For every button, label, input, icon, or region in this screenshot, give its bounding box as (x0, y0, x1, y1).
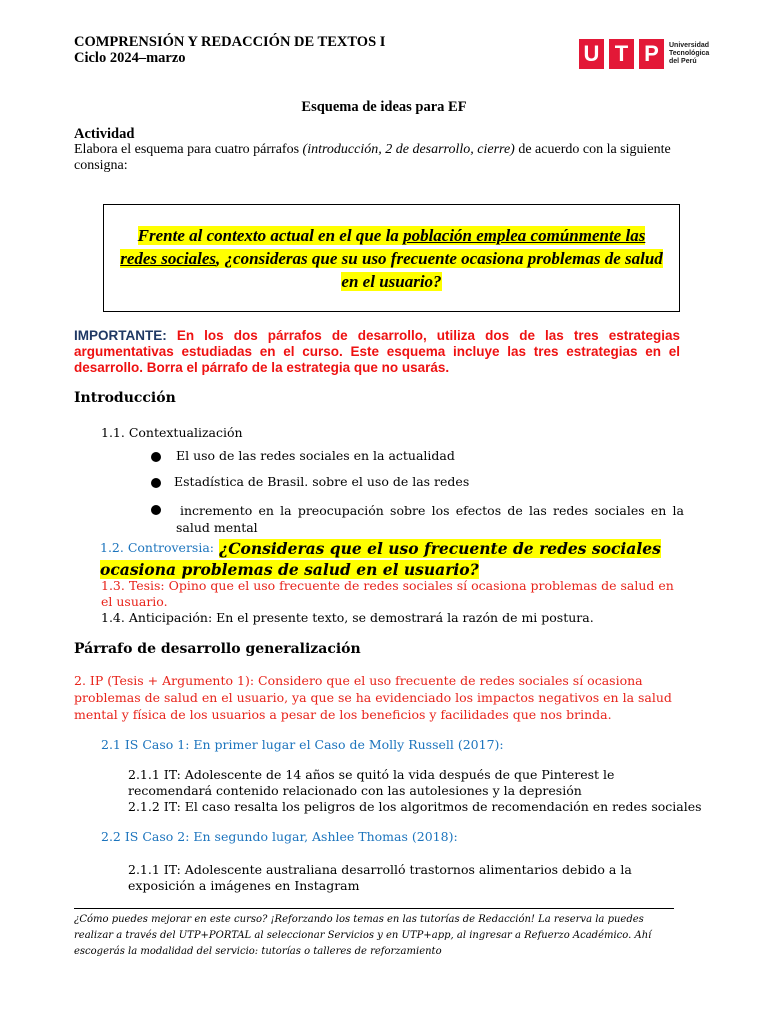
development-case-2: 2.2 IS Caso 2: En segundo lugar, Ashlee Thomas (2018): (101, 829, 458, 844)
development-ip: 2. IP (Tesis + Argumento 1): Considero que el uso frecuente de redes sociales sí ocasiona problemas de salud en el usuario, ya que se ha evidenciado los impactos negativos en la salud mental y física de los usuarios a pesar de los beneficios y facilidades que nos brinda. (74, 673, 672, 722)
document-title: Esquema de ideas para EF (301, 99, 467, 115)
bullet-icon (148, 502, 163, 517)
bullet-icon (148, 475, 163, 490)
important-note: IMPORTANTE: En los dos párrafos de desarrollo, utiliza dos de las tres estrategias argumentativas estudiadas en el curso. Este esquema incluye las tres estrategias en el desarrollo. Borra el párrafo de la estrategia que no usarás. (74, 328, 680, 375)
intro-bullet-3: incremento en la preocupación sobre los efectos de las redes sociales en la salud mental (176, 503, 684, 535)
case-1-it-1: 2.1.1 IT: Adolescente de 14 años se quitó la vida después de que Pinterest le recomendará contenido relacionado con las autolesiones y la depresión (128, 767, 615, 798)
intro-controversy: 1.2. Controversia: ¿Consideras que el uso frecuente de redes sociales ocasiona problemas de salud en el usuario? (100, 539, 661, 579)
development-case-1: 2.1 IS Caso 1: En primer lugar el Caso de Molly Russell (2017): (101, 737, 504, 752)
course-title: COMPRENSIÓN Y REDACCIÓN DE TEXTOS I (74, 34, 386, 50)
logo-letter-t: T (609, 39, 634, 69)
logo-letter-p: P (639, 39, 664, 69)
logo-letter-u: U (579, 39, 604, 69)
intro-contextualization: 1.1. Contextualización (101, 425, 243, 440)
consigna-box (103, 204, 680, 312)
development-heading: Párrafo de desarrollo generalización (74, 641, 361, 657)
activity-heading: Actividad (74, 126, 135, 142)
case-1-it-2: 2.1.2 IT: El caso resalta los peligros de los algoritmos de recomendación en redes sociales (128, 799, 702, 814)
course-cycle: Ciclo 2024–marzo (74, 50, 186, 66)
case-2-it-1: 2.1.1 IT: Adolescente australiana desarrolló trastornos alimentarios debido a la exposición a imágenes en Instagram (128, 862, 632, 893)
intro-thesis: 1.3. Tesis: Opino que el uso frecuente de redes sociales sí ocasiona problemas de salud en el usuario. (101, 578, 674, 609)
consigna-text: Frente al contexto actual en el que la población emplea comúnmente las redes sociales, ¿consideras que su uso frecuente ocasiona problemas de salud en el usuario? (120, 225, 663, 291)
intro-heading: Introducción (74, 390, 176, 406)
intro-anticipation: 1.4. Anticipación: En el presente texto, se demostrará la razón de mi postura. (101, 610, 594, 625)
footer-divider (74, 908, 674, 909)
activity-instructions: Elabora el esquema para cuatro párrafos (introducción, 2 de desarrollo, cierre) de acuerdo con la siguiente consigna: (74, 142, 671, 173)
footer-note: ¿Cómo puedes mejorar en este curso? ¡Reforzando los temas en las tutorías de Redacción! La reserva la puedes realizar a través del UTP+PORTAL al seleccionar Servicios y en UTP+app, al ingresar a Refuerzo Académico. Ahí escogerás la modalidad del servicio: tutorías o talleres de reforzamiento (74, 914, 652, 957)
logo-caption: Universidad Tecnológica del Perú (669, 42, 710, 65)
intro-bullet-2: Estadística de Brasil. sobre el uso de las redes (174, 474, 470, 489)
bullet-icon (148, 449, 163, 464)
utp-logo (579, 39, 711, 69)
intro-bullet-1: El uso de las redes sociales en la actualidad (176, 448, 455, 463)
